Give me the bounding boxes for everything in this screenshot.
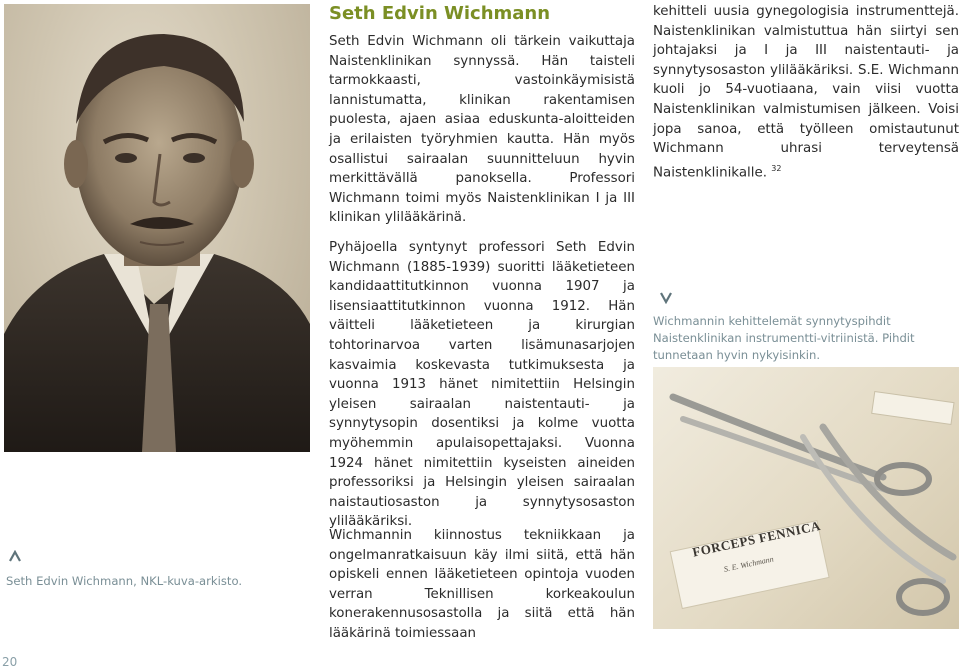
arrow-down-icon <box>659 289 673 303</box>
forceps-illustration <box>653 367 959 629</box>
instruments-caption: Wichmannin kehittelemät synnytyspihdit Naistenklinikan instrumentti-vitriinistä. Pihdit tunnetaan hyvin nykyisinkin. <box>653 314 915 362</box>
paragraph-continuation-text: kehitteli uusia gynegologisia instrumenttejä. Naistenklinikan valmistuttua hän siirtyi sen johtajaksi ja I ja III naistentauti- ja synnytysosaston ylilääkäriksi. S.E. Wichmann kuoli jo 54-vuotiaana, vain viisi vuotta Naistenklinikan valmistumisen jälkeen. Voisi jopa sanoa, että työlleen omistautunut Wichmann uhrasi terveytensä Naistenklinikalle. <box>653 4 959 181</box>
paragraph-intro: Seth Edvin Wichmann oli tärkein vaikuttaja Naistenklinikan synnyssä. Hän taisteli tarmokkaasti, vastoinkäymisistä lannistumatta, klinikan rakentamisen puolesta, ajaen asiaa eduskunta-aloitteiden ja erilaisten työryhmien kautta. Hän myös osallistui sairaalan suunnitteluun hyvin merkittävällä panoksella. Professori Wichmann toimi myös Naistenklinikan I ja III klinikan ylilääkärinä. <box>329 34 635 226</box>
article-title: Seth Edvin Wichmann <box>329 3 551 24</box>
portrait-caption: Seth Edvin Wichmann, NKL-kuva-arkisto. <box>6 574 243 588</box>
arrow-up-icon <box>8 549 22 563</box>
instruments-photo <box>653 367 959 629</box>
instrument-card-sublabel: S. E. Wichmann <box>723 554 775 574</box>
paragraph-technology-interest: Wichmannin kiinnostus tekniikkaan ja ongelmanratkaisuun käy ilmi siitä, että hän opiskeli ennen lääketieteen opintoja vuoden verran Teknillisen korkeakoulun konerakennusosastolla ja siitä että hän lääkärinä toimiessaan <box>329 528 635 641</box>
portrait-illustration <box>4 4 310 452</box>
instrument-card-label: FORCEPS FENNICA <box>691 517 822 560</box>
footnote-reference: 32 <box>771 163 782 173</box>
portrait-photo <box>4 4 310 452</box>
page-number: 20 <box>2 655 18 669</box>
paragraph-continuation <box>653 2 959 183</box>
paragraph-biography: Pyhäjoella syntynyt professori Seth Edvin Wichmann (1885-1939) suoritti lääketieteen kandidaattitutkinnon vuonna 1907 ja lisensiaattitutkinnon vuonna 1912. Hän väitteli lääketieteen ja kirurgian tohtorinarvoa varten lisämunasarjojen kasvaimia koskevasta tutkimuksesta ja vuonna 1913 hänet nimitettiin Helsingin yleisen sairaalan naistentauti- ja synnytysopin dosentiksi ja kolme vuotta myöhemmin apulaisopettajaksi. Vuonna 1924 hänet nimitettiin kyseisten aineiden professoriksi ja Helsingin yleisen sairaalan naistautiosaston ja synnytysosaston ylilääkäriksi. <box>329 240 635 530</box>
